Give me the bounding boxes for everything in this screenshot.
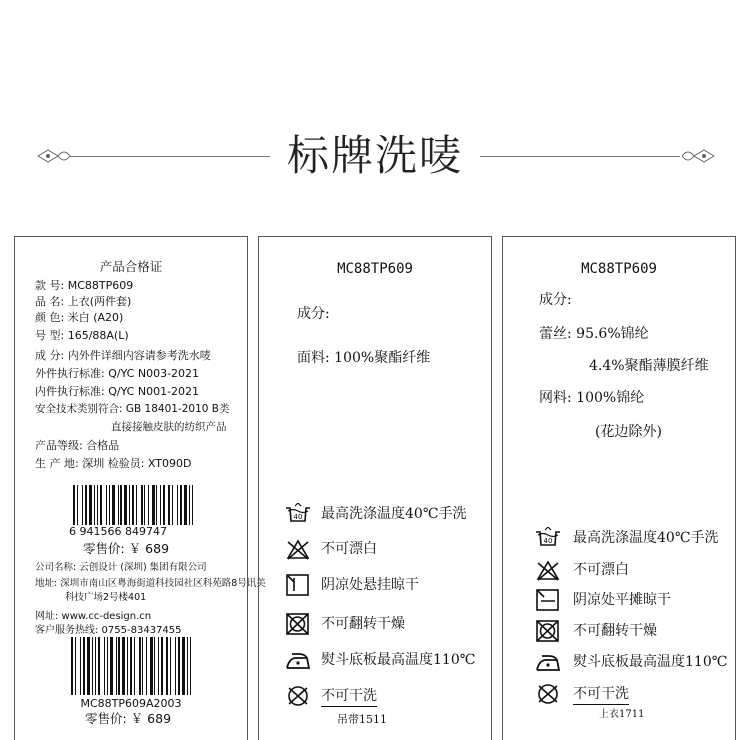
- care-item: [285, 649, 485, 675]
- care-item: [285, 613, 485, 639]
- barcode-lower: [69, 637, 193, 697]
- lace-composition: 蕾丝: 95.6%锦纶: [539, 326, 649, 342]
- company-address: 地址: 深圳市南山区粤海街道科技园社区科苑路8号讯美: [35, 578, 266, 589]
- company-name: 公司名称: 云创设计 (深圳) 集团有限公司: [35, 562, 207, 573]
- care-label: 不可漂白: [321, 541, 377, 557]
- page-title: 标牌洗唛: [286, 131, 463, 180]
- care-label: 最高洗涤温度40℃手洗: [321, 506, 467, 522]
- line-dry-shade-icon: [285, 574, 311, 596]
- care-label: 阴凉处悬挂晾干: [321, 577, 419, 593]
- field-composition: 成 分: 内外件详细内容请参考洗水唛: [35, 349, 211, 362]
- label-footer-code: 上衣1711: [599, 709, 645, 720]
- care-item: [535, 589, 735, 615]
- field-size: 号 型: 165/88A(L): [35, 329, 129, 342]
- mesh-composition: 网料: 100%锦纶: [539, 390, 645, 406]
- field-safety-category: 安全技术类别符合: GB 18401-2010 B类: [35, 403, 230, 415]
- fabric-composition: 面料: 100%聚酯纤维: [297, 350, 431, 366]
- wash-40-hand-icon: [285, 503, 311, 525]
- iron-icon: [535, 651, 561, 673]
- care-item: [285, 503, 485, 529]
- style-code: MC88TP609: [581, 261, 657, 277]
- svg-text:40: 40: [543, 537, 553, 545]
- field-style-no: 款 号: MC88TP609: [35, 279, 134, 292]
- composition-label: 成分:: [297, 306, 330, 322]
- care-item: [285, 574, 485, 600]
- care-label: 阴凉处平摊晾干: [573, 592, 671, 608]
- wash-label-camisole: [258, 236, 492, 740]
- field-color: 颜 色: 米白 (A20): [35, 311, 124, 324]
- no-tumble-dry-icon: [535, 620, 561, 642]
- field-outer-standard: 外件执行标准: Q/YC N003-2021: [35, 367, 200, 380]
- field-origin-inspector: 生 产 地: 深圳 检验员: XT090D: [35, 457, 192, 470]
- no-tumble-dry-icon: [285, 613, 311, 635]
- ornament-right-icon: [680, 144, 716, 168]
- care-item: [285, 538, 485, 564]
- care-label: 不可干洗: [321, 687, 377, 707]
- no-dry-clean-icon: [535, 683, 561, 705]
- ornament-left-icon: [36, 144, 72, 168]
- no-bleach-icon: [535, 559, 561, 581]
- care-label: 不可干洗: [573, 685, 629, 705]
- field-safety-note: 直接接触皮肤的纺织产品: [111, 421, 227, 433]
- no-bleach-icon: [285, 538, 311, 560]
- care-label: 熨斗底板最高温度110℃: [321, 652, 476, 668]
- care-item: [535, 527, 735, 553]
- care-label: 熨斗底板最高温度110℃: [573, 654, 728, 670]
- composition-note: (花边除外): [595, 424, 662, 440]
- barcode-upper-number: 6 941566 849747: [69, 525, 167, 538]
- certificate-title: 产品合格证: [99, 259, 163, 274]
- heading-rule-right: [480, 156, 680, 157]
- price-lower: 零售价: ￥ 689: [85, 711, 172, 726]
- care-label: 不可翻转干燥: [573, 623, 657, 639]
- care-item: [535, 651, 735, 677]
- care-label: 最高洗涤温度40℃手洗: [573, 530, 719, 546]
- flat-dry-shade-icon: [535, 589, 561, 611]
- care-label: 不可漂白: [573, 562, 629, 578]
- composition-label: 成分:: [539, 292, 572, 308]
- care-item: [535, 559, 735, 585]
- wash-label-top: [502, 236, 736, 740]
- heading-row: [0, 128, 750, 188]
- style-code: MC88TP609: [337, 261, 413, 277]
- svg-text:40: 40: [293, 513, 303, 521]
- barcode-lower-number: MC88TP609A2003: [80, 697, 182, 710]
- company-address-2: 科技广场2号楼401: [65, 592, 147, 603]
- care-item: [535, 620, 735, 646]
- care-label: 不可翻转干燥: [321, 616, 405, 632]
- field-inner-standard: 内件执行标准: Q/YC N001-2021: [35, 385, 200, 398]
- field-grade: 产品等级: 合格品: [35, 439, 120, 452]
- lace-composition-2: 4.4%聚酯薄膜纤维: [589, 358, 709, 374]
- price-upper: 零售价: ￥ 689: [83, 541, 170, 556]
- wash-40-hand-icon: [535, 527, 561, 549]
- product-certificate-tag: [14, 236, 266, 740]
- field-product-name: 品 名: 上衣(两件套): [35, 295, 132, 308]
- company-website: 网址: www.cc-design.cn: [35, 611, 152, 622]
- care-item: [285, 685, 485, 711]
- service-hotline: 客户服务热线: 0755-83437455: [35, 625, 182, 636]
- no-dry-clean-icon: [285, 685, 311, 707]
- label-footer-code: 吊带1511: [337, 713, 387, 726]
- heading-rule-left: [70, 156, 270, 157]
- iron-icon: [285, 649, 311, 671]
